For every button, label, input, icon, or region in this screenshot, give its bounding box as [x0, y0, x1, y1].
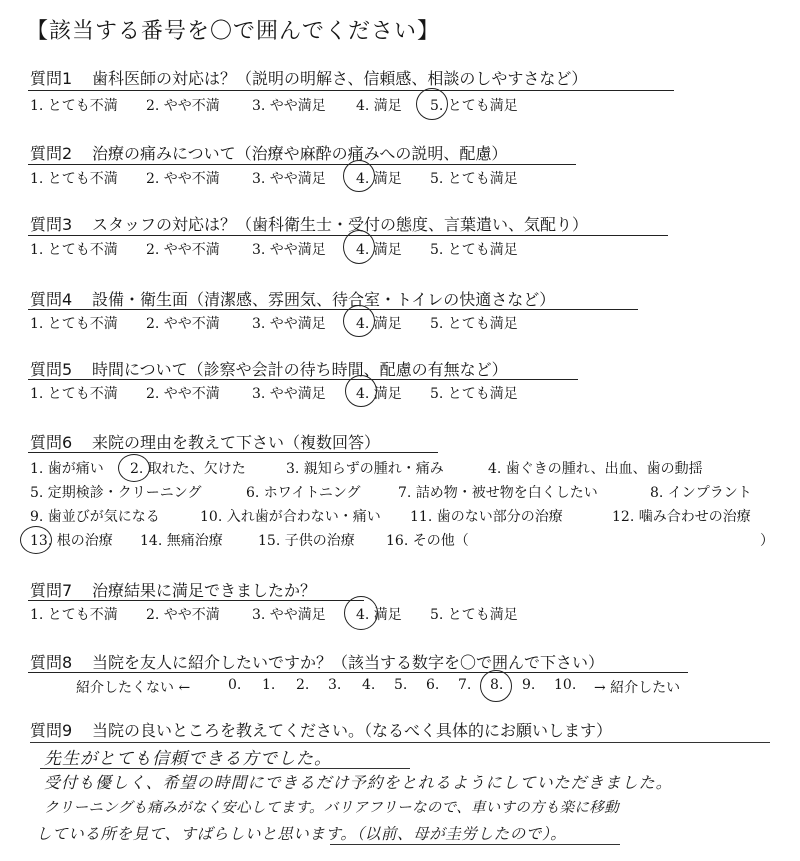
- option-5[interactable]: 5. とても満足: [430, 607, 518, 623]
- reason-16[interactable]: 16. その他（: [386, 533, 469, 549]
- scale-10[interactable]: 10.: [554, 677, 577, 693]
- question-text: 歯科医師の対応は？（説明の明解さ、信頼感、相談のしやすさなど）: [92, 69, 588, 88]
- question-3-title: [30, 212, 588, 235]
- option-3[interactable]: 3. やや満足: [252, 607, 326, 623]
- question-1-title: [30, 66, 587, 89]
- reason-3[interactable]: 3. 親知らずの腫れ・痛み: [286, 461, 444, 477]
- reason-7[interactable]: 7. 詰め物・被せ物を白くしたい: [398, 485, 598, 501]
- question-number: 質問3: [30, 215, 73, 234]
- question-4-title: [30, 287, 555, 310]
- question-number: 質問4: [30, 290, 73, 309]
- option-3[interactable]: 3. やや満足: [252, 98, 326, 114]
- scale-7[interactable]: 7.: [458, 677, 472, 693]
- question-text: 治療の痛みについて（治療や麻酔の痛みへの説明、配慮）: [92, 144, 508, 163]
- scale-3[interactable]: 3.: [328, 677, 342, 693]
- underline: [28, 309, 638, 310]
- form-instruction: 【該当する番号を〇で囲んでください】: [26, 19, 441, 44]
- option-2[interactable]: 2. やや不満: [146, 98, 220, 114]
- underline: [28, 164, 576, 165]
- selection-circle: [343, 305, 375, 337]
- underline: [28, 672, 688, 673]
- reason-14[interactable]: 14. 無痛治療: [140, 533, 223, 549]
- option-2[interactable]: 2. やや不満: [146, 316, 220, 332]
- option-1[interactable]: 1. とても不満: [30, 316, 118, 332]
- option-3[interactable]: 3. やや満足: [252, 171, 326, 187]
- answer-line: [40, 768, 410, 769]
- option-2[interactable]: 2. やや不満: [146, 171, 220, 187]
- selection-circle: [343, 160, 375, 192]
- reason-1[interactable]: 1. 歯が痛い: [30, 461, 104, 477]
- question-text: 当院を友人に紹介したいですか？（該当する数字を〇で囲んで下さい）: [92, 653, 605, 672]
- question-text: 時間について（診察や会計の待ち時間、配慮の有無など）: [92, 360, 508, 379]
- scale-2[interactable]: 2.: [296, 677, 310, 693]
- question-text: 来院の理由を教えて下さい（複数回答）: [92, 433, 381, 452]
- option-1[interactable]: 1. とても不満: [30, 607, 118, 623]
- selection-circle: [480, 670, 512, 702]
- answer-line: [30, 742, 770, 743]
- option-2[interactable]: 2. やや不満: [146, 607, 220, 623]
- question-5-title: [30, 357, 508, 380]
- underline: [28, 90, 674, 91]
- handwritten-line-2: 受付も優しく、希望の時間にできるだけ予約をとれるようにしていただきました。: [44, 773, 673, 792]
- selection-circle: [343, 230, 375, 264]
- option-5[interactable]: 5. とても満足: [430, 171, 518, 187]
- underline: [28, 379, 578, 380]
- option-3[interactable]: 3. やや満足: [252, 242, 326, 258]
- reason-9[interactable]: 9. 歯並びが気になる: [30, 509, 160, 525]
- question-number: 質問6: [30, 433, 73, 452]
- reason-2[interactable]: 2. 取れた、欠けた: [130, 461, 246, 477]
- option-3[interactable]: 3. やや満足: [252, 316, 326, 332]
- question-number: 質問1: [30, 69, 73, 88]
- scale-right-label: → 紹介したい: [594, 680, 681, 696]
- option-1[interactable]: 1. とても不満: [30, 98, 118, 114]
- option-4[interactable]: 4. 満足: [356, 242, 402, 258]
- option-5[interactable]: 5. とても満足: [430, 242, 518, 258]
- handwritten-line-3: クリーニングも痛みがなく安心してます。バリアフリーなので、車いすの方も楽に移動: [44, 800, 619, 816]
- option-3[interactable]: 3. やや満足: [252, 386, 326, 402]
- scale-4[interactable]: 4.: [362, 677, 376, 693]
- reason-13[interactable]: 13. 根の治療: [30, 533, 113, 549]
- reason-11[interactable]: 11. 歯のない部分の治療: [410, 509, 563, 525]
- reason-10[interactable]: 10. 入れ歯が合わない・痛い: [200, 509, 381, 525]
- option-1[interactable]: 1. とても不満: [30, 242, 118, 258]
- other-close-paren: ）: [760, 533, 774, 549]
- selection-circle: [345, 375, 377, 407]
- scale-1[interactable]: 1.: [262, 677, 276, 693]
- option-4[interactable]: 4. 満足: [356, 316, 402, 332]
- question-9-title: [30, 718, 612, 741]
- reason-4[interactable]: 4. 歯ぐきの腫れ、出血、歯の動揺: [488, 461, 703, 477]
- underline: [28, 452, 438, 453]
- option-4[interactable]: 4. 満足: [356, 171, 402, 187]
- scale-9[interactable]: 9.: [522, 677, 536, 693]
- option-5[interactable]: 5. とても満足: [430, 316, 518, 332]
- selection-circle: [344, 596, 378, 630]
- question-text: スタッフの対応は？（歯科衛生士・受付の態度、言葉遣い、気配り）: [92, 215, 589, 234]
- reason-5[interactable]: 5. 定期検診・クリーニング: [30, 485, 202, 501]
- question-2-title: [30, 141, 507, 164]
- option-2[interactable]: 2. やや不満: [146, 386, 220, 402]
- option-5[interactable]: 5. とても満足: [430, 98, 518, 114]
- question-number: 質問5: [30, 360, 73, 379]
- option-2[interactable]: 2. やや不満: [146, 242, 220, 258]
- option-4[interactable]: 4. 満足: [356, 607, 402, 623]
- question-text: 設備・衛生面（清潔感、雰囲気、待合室・トイレの快適さなど）: [92, 290, 556, 309]
- reason-15[interactable]: 15. 子供の治療: [258, 533, 355, 549]
- option-5[interactable]: 5. とても満足: [430, 386, 518, 402]
- underline: [28, 600, 364, 601]
- question-number: 質問2: [30, 144, 73, 163]
- reason-8[interactable]: 8. インプラント: [650, 485, 752, 501]
- answer-line: [330, 844, 620, 845]
- option-1[interactable]: 1. とても不満: [30, 386, 118, 402]
- option-4[interactable]: 4. 満足: [356, 98, 402, 114]
- scale-6[interactable]: 6.: [426, 677, 440, 693]
- question-number: 質問7: [30, 581, 73, 600]
- scale-8[interactable]: 8.: [490, 677, 504, 693]
- handwritten-line-1: 先生がとても信頼できる方でした。: [44, 749, 332, 769]
- question-6-title: [30, 430, 380, 453]
- selection-circle: [416, 88, 448, 120]
- handwritten-line-4: している所を見て、すばらしいと思います。（以前、母が圭労したので）。: [36, 825, 567, 843]
- question-8-title: [30, 650, 604, 673]
- reason-12[interactable]: 12. 噛み合わせの治療: [612, 509, 751, 525]
- scale-5[interactable]: 5.: [394, 677, 408, 693]
- scale-0[interactable]: 0.: [228, 677, 242, 693]
- selection-circle: [20, 526, 52, 554]
- selection-circle: [118, 454, 150, 482]
- question-7-title: [30, 578, 316, 601]
- question-text: 治療結果に満足できましたか？: [92, 581, 317, 600]
- option-1[interactable]: 1. とても不満: [30, 171, 118, 187]
- question-number: 質問8: [30, 653, 73, 672]
- question-number: 質問9: [30, 721, 73, 740]
- option-4[interactable]: 4. 満足: [356, 386, 402, 402]
- question-text: 当院の良いところを教えてください。（なるべく具体的にお願いします）: [92, 721, 613, 740]
- scale-left-label: 紹介したくない ←: [76, 680, 191, 696]
- reason-6[interactable]: 6. ホワイトニング: [246, 485, 361, 501]
